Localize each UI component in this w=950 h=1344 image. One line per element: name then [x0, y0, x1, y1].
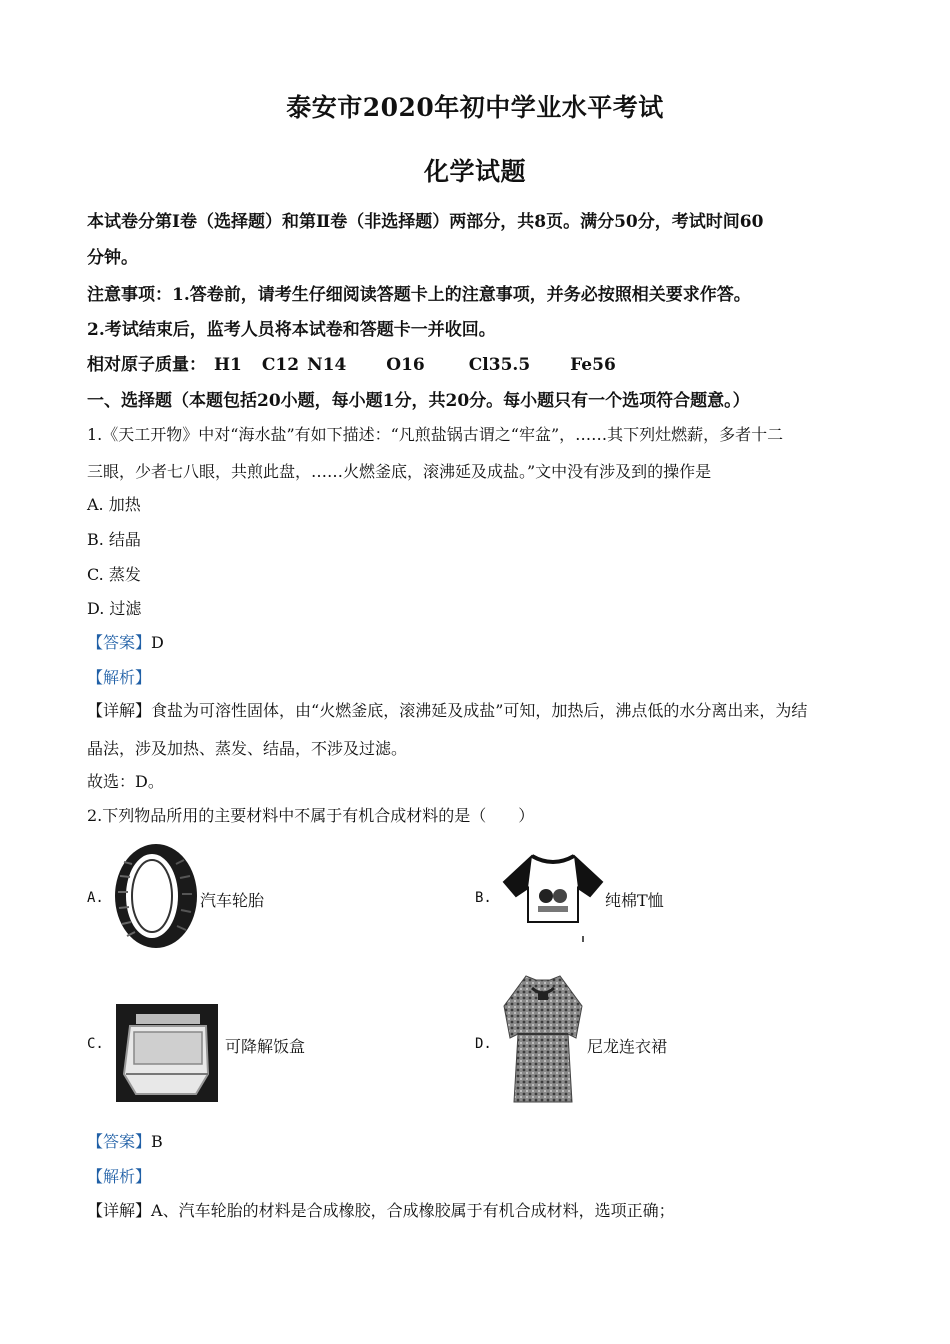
q2-stem: 2.下列物品所用的主要材料中不属于有机合成材料的是（ ） — [87, 806, 535, 825]
q2-option-d-text: 尼龙连衣裙 — [587, 1037, 668, 1056]
q1-detail-text: 食盐为可溶性固体，由“火燃釜底，滚沸延及成盐”可知，加热后，沸点低的水分离出来，为结 — [151, 701, 808, 720]
q2-option-a-label: A. — [87, 890, 104, 906]
q2-option-b-text: 纯棉T恤 — [605, 891, 664, 910]
notice-1: 注意事项：1.答卷前，请考生仔细阅读答题卡上的注意事项，并务必按照相关要求作答。 — [87, 285, 751, 305]
q2-detail-line-1 — [87, 1198, 867, 1221]
page-title: 泰安市2020年初中学业水平考试 — [286, 93, 664, 122]
q2-option-d-label: D. — [475, 1036, 492, 1052]
q1-analysis-tag: 【解析】 — [87, 668, 152, 687]
q1-stem-line-2: 三眼，少者七八眼，共煎此盘，……火燃釜底，滚沸延及成盐。”文中没有涉及到的操作是 — [87, 462, 712, 481]
mass-n: N14 — [307, 355, 347, 375]
q2-option-c-text: 可降解饭盒 — [225, 1037, 306, 1056]
q1-stem-line-1: 1.《天工开物》中对“海水盐”有如下描述：“凡煎盐锅古谓之“牢盆”，……其下列灶燃薪，多者十二 — [87, 425, 784, 444]
q2-option-c-label: C. — [87, 1036, 104, 1052]
q1-answer — [87, 630, 867, 653]
q2-option-b-label: B. — [475, 890, 492, 906]
tshirt-icon — [502, 852, 604, 944]
answer-tag: 【答案】 — [87, 1132, 152, 1151]
q1-option-b: B. 结晶 — [87, 530, 141, 549]
detail-tag: 【详解】 — [87, 1201, 152, 1220]
q2-answer-value: B — [151, 1132, 163, 1151]
atomic-mass-label: 相对原子质量： — [87, 355, 206, 375]
q1-answer-value: D — [151, 633, 164, 652]
detail-tag: 【详解】 — [87, 701, 152, 720]
q2-answer — [87, 1129, 867, 1152]
atomic-mass-row — [87, 350, 867, 375]
dress-icon — [498, 972, 588, 1108]
mass-o: O16 — [386, 355, 425, 375]
q1-option-a: A. 加热 — [87, 495, 141, 514]
q2-analysis-tag: 【解析】 — [87, 1167, 152, 1186]
tire-icon — [112, 842, 200, 950]
q1-detail-line-2: 晶法，涉及加热、蒸发、结晶，不涉及过滤。 — [87, 739, 408, 758]
notice-2: 2.考试结束后，监考人员将本试卷和答题卡一并收回。 — [87, 320, 496, 340]
q1-option-c: C. 蒸发 — [87, 565, 141, 584]
intro-line-2: 分钟。 — [87, 248, 138, 268]
q1-option-d: D. 过滤 — [87, 599, 142, 618]
q2-option-a-text: 汽车轮胎 — [200, 891, 265, 910]
page-subtitle: 化学试题 — [423, 157, 526, 186]
answer-tag: 【答案】 — [87, 633, 152, 652]
mass-c: C12 — [261, 355, 300, 375]
intro-line-1: 本试卷分第Ⅰ卷（选择题）和第Ⅱ卷（非选择题）两部分，共8页。满分50分，考试时间60 — [87, 212, 764, 232]
q1-detail-line-1 — [87, 698, 867, 721]
q2-detail-text: A、汽车轮胎的材料是合成橡胶，合成橡胶属于有机合成材料，选项正确； — [151, 1201, 675, 1220]
mass-h: H1 — [214, 355, 242, 375]
q1-conclusion: 故选：D。 — [87, 772, 164, 791]
mass-fe: Fe56 — [570, 355, 616, 375]
lunchbox-icon — [116, 1004, 218, 1102]
mass-cl: Cl35.5 — [468, 355, 531, 375]
section-heading: 一、选择题（本题包括20小题，每小题1分，共20分。每小题只有一个选项符合题意。） — [87, 391, 750, 411]
